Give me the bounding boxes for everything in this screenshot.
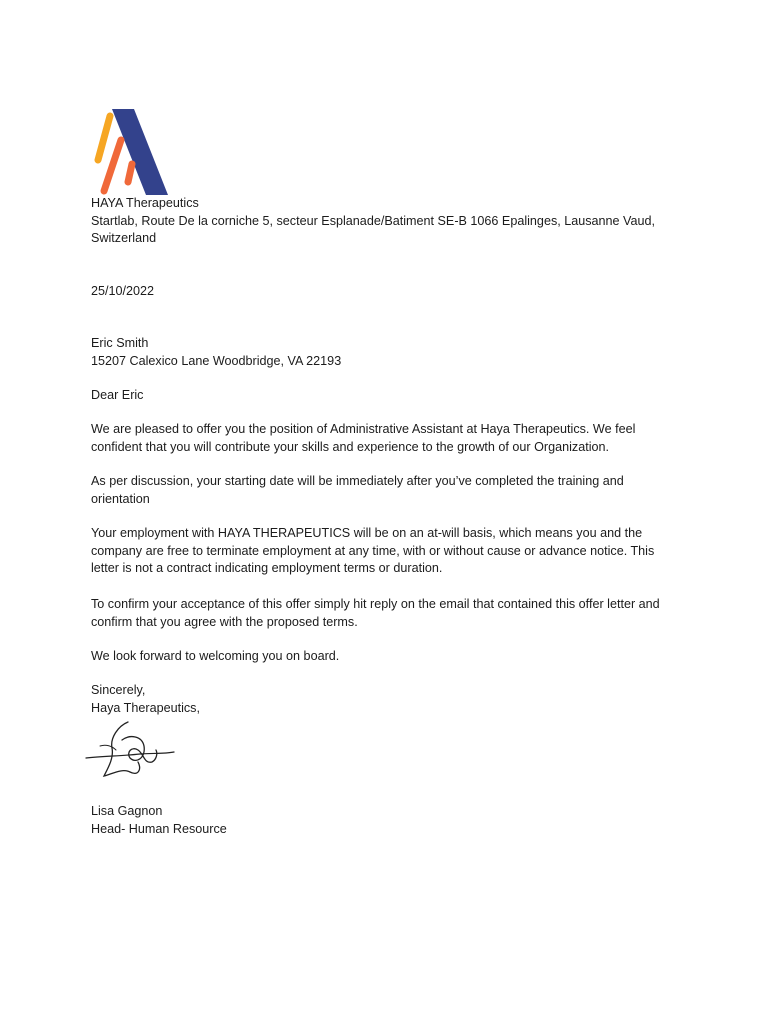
closing-company: Haya Therapeutics,	[91, 700, 200, 715]
recipient-address: 15207 Calexico Lane Woodbridge, VA 22193	[91, 353, 342, 368]
company-address-line1: Startlab, Route De la corniche 5, secteur Esplanade/Batiment SE-B 1066 Epalinges, Lausanne Vaud,	[91, 213, 656, 228]
paragraph-line: We are pleased to offer you the position of Administrative Assistant at Haya Therapeutics. We feel	[91, 422, 636, 436]
recipient-block	[91, 335, 691, 370]
paragraph-2	[91, 473, 691, 508]
paragraph-4	[91, 596, 691, 631]
paragraph-1	[91, 421, 691, 456]
signer-block	[91, 803, 691, 838]
paragraph-line: To confirm your acceptance of this offer simply hit reply on the email that contained this offer letter and	[91, 597, 660, 611]
logo-orange-stroke	[104, 140, 121, 191]
closing-line: Sincerely,	[91, 683, 146, 697]
handwritten-signature	[82, 716, 182, 788]
paragraph-line: company are free to terminate employment at any time, with or without cause or advance notice. This	[91, 543, 655, 558]
recipient-name: Eric Smith	[91, 336, 149, 350]
paragraph-line: As per discussion, your starting date will be immediately after you’ve completed the training and	[91, 474, 624, 488]
company-name: HAYA Therapeutics	[91, 196, 199, 210]
haya-logo	[90, 106, 172, 198]
paragraph-line: confirm that you agree with the proposed terms.	[91, 614, 358, 629]
closing-block	[91, 682, 691, 717]
logo-amber-stroke	[98, 116, 110, 160]
salutation: Dear Eric	[91, 388, 144, 402]
paragraph-line: orientation	[91, 491, 150, 506]
paragraph-5	[91, 648, 691, 666]
paragraph-3	[91, 525, 691, 578]
paragraph-line: We look forward to welcoming you on board.	[91, 649, 340, 663]
signer-name: Lisa Gagnon	[91, 804, 163, 818]
company-address-line2: Switzerland	[91, 231, 157, 245]
date-block	[91, 283, 691, 301]
paragraph-line: letter is not a contract indicating employment terms or duration.	[91, 561, 443, 575]
paragraph-line: Your employment with HAYA THERAPEUTICS will be on an at-will basis, which means you and the	[91, 526, 643, 540]
signer-title: Head- Human Resource	[91, 821, 227, 836]
letterhead	[91, 195, 691, 248]
salutation-block	[91, 387, 691, 405]
paragraph-line: confident that you will contribute your skills and experience to the growth of our Organization.	[91, 439, 610, 454]
logo-orange-stroke-small	[128, 164, 132, 182]
letter-date: 25/10/2022	[91, 284, 155, 298]
